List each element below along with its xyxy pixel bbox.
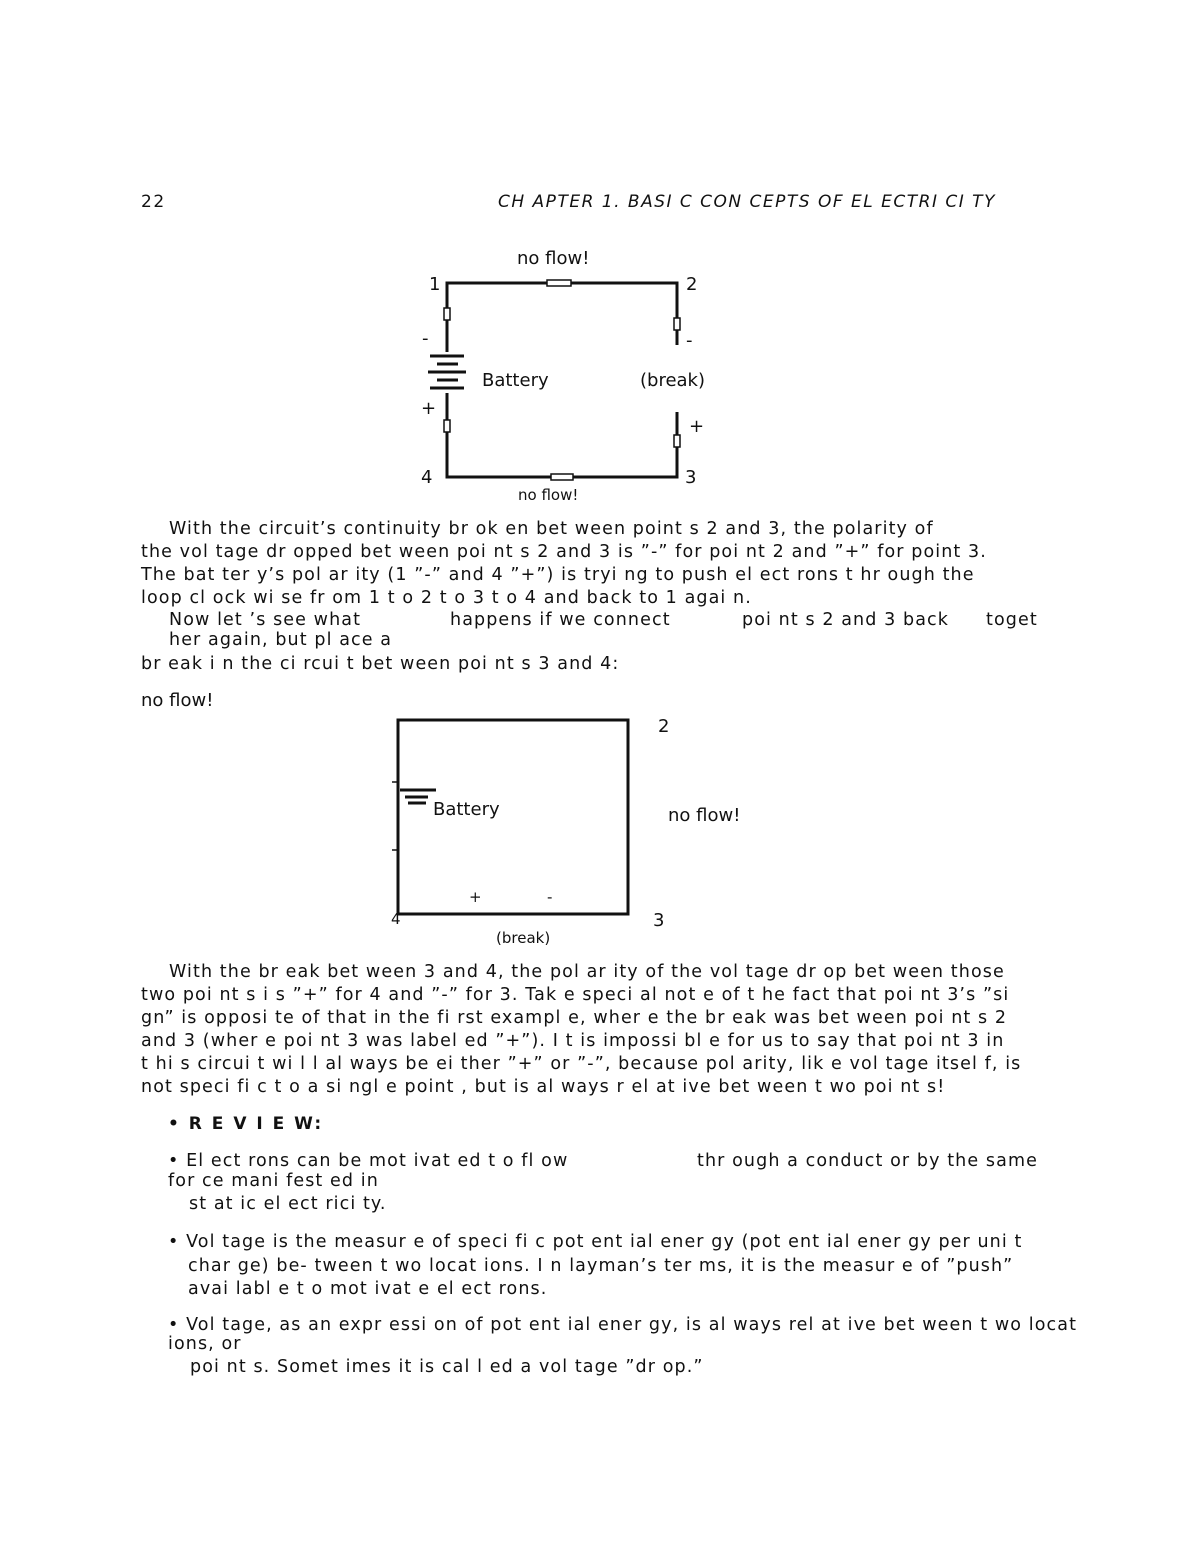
break-minus-label: - [686,330,693,351]
node-4-label: 4 [421,467,433,488]
paragraph-3-line-1: With the br eak bet ween 3 and 4, the pol ar ity of the vol tage dr op bet ween those [169,962,1005,982]
review-item-1-a: • El ect rons can be mot ivat ed t o fl ow [168,1151,569,1171]
break-label: (break) [496,929,551,947]
paragraph-2-part-e: her again, but pl ace a [169,630,393,650]
paragraph-2-part-a: Now let ’s see what [169,610,362,630]
page-number: 22 [141,192,166,212]
node-3-label: 3 [653,910,665,931]
node-1-label: 1 [429,274,441,295]
break-plus-label: + [689,416,705,437]
paragraph-2-part-c: poi nt s 2 and 3 back [742,610,950,630]
no-flow-label-top: no flow! [517,248,590,269]
no-flow-label-right: no flow! [668,805,741,826]
paragraph-3 [141,961,1021,1099]
battery-label: Battery [433,799,500,820]
paragraph-3-line-5: t hi s circui t wi l l al ways be ei ther ”+” or ”-”, because pol arity, lik e vol tage itsel f, is [141,1054,1022,1074]
review-heading: • R E V I E W: [168,1114,324,1134]
review-item-1-d: st at ic el ect rici ty. [189,1194,387,1214]
paragraph-3-line-6: not speci fi c t o a si ngl e point , but is al ways r el at ive bet ween t wo poi nt s! [141,1077,946,1097]
battery-minus-label: - [422,328,429,349]
chapter-title: CH APTER 1. BASI C CON CEPTS OF EL ECTRI CI TY [498,192,996,212]
review-item-3-b: ions, or [168,1334,242,1354]
break-minus-label: - [547,888,553,906]
paragraph-3-line-2: two poi nt s i s ”+” for 4 and ”-” for 3. Tak e speci al not e of t he fact that poi nt 3’s ”si [141,985,1010,1005]
paragraph-2-part-b: happens if we connect [450,610,671,630]
paragraph-2-part-f: br eak i n the ci rcui t bet ween poi nt s 3 and 4: [141,654,620,674]
node-2-label: 2 [658,716,670,737]
paragraph-1-line-1: With the circuit’s continuity br ok en bet ween point s 2 and 3, the polarity of [169,519,934,539]
battery-label: Battery [482,370,549,391]
no-flow-label-bottom: no flow! [518,486,579,504]
paragraph-1-line-4: loop cl ock wi se fr om 1 t o 2 t o 3 t o 4 and back to 1 agai n. [141,588,752,608]
paragraph-3-line-4: and 3 (wher e poi nt 3 was label ed ”+”). I t is impossi bl e for us to say that poi nt 3 in [141,1031,1005,1051]
paragraph-2-part-d: toget [986,610,1038,630]
node-3-label: 3 [685,467,697,488]
break-plus-label: + [469,888,482,906]
review-item-1-b: thr ough a conduct or by the same [697,1151,1038,1171]
review-item-1-c: for ce mani fest ed in [168,1171,379,1191]
break-label: (break) [640,370,706,391]
node-4-label: 4 [391,910,401,928]
review-item-3-a: • Vol tage, as an expr essi on of pot ent ial ener gy, is al ways rel at ive bet ween t wo locat [168,1315,1078,1335]
node-2-label: 2 [686,274,698,295]
paragraph-1-line-3: The bat ter y’s pol ar ity (1 ”-” and 4 ”+”) is tryi ng to push el ect rons t hr ough the [141,565,975,585]
battery-symbol-2 [400,790,436,803]
review-item-2-a: • Vol tage is the measur e of speci fi c pot ent ial ener gy (pot ent ial ener gy per uni t [168,1232,1023,1252]
battery-plus-label: + [421,398,437,419]
no-flow-label-left: no flow! [141,690,214,711]
review-item-3-c: poi nt s. Somet imes it is cal l ed a vol tage ”dr op.” [190,1357,704,1377]
review-item-2-b: char ge) be- tween t wo locat ions. I n layman’s ter ms, it is the measur e of ”push” [188,1256,1014,1276]
review-item-2-c: avai labl e t o mot ivat e el ect rons. [188,1279,548,1299]
paragraph-1-line-2: the vol tage dr opped bet ween poi nt s 2 and 3 is ”-” for poi nt 2 and ”+” for point 3. [141,542,987,562]
paragraph-3-line-3: gn” is opposi te of that in the fi rst exampl e, wher e the br eak was bet ween poi nt s 2 [141,1008,1008,1028]
